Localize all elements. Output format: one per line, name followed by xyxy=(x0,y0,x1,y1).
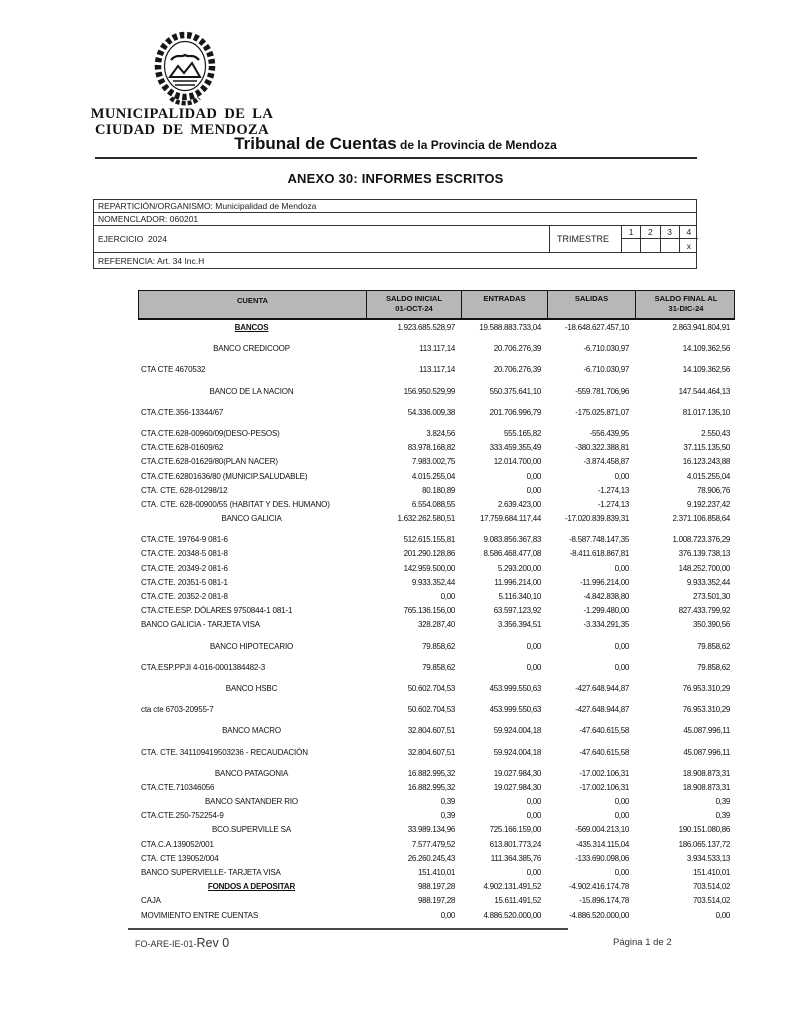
form-code-prefix: FO-ARE-IE-01- xyxy=(135,939,197,949)
account-name: CAJA xyxy=(141,896,161,906)
entradas-value: 20.706.276,39 xyxy=(493,365,541,375)
form-code-rev: Rev 0 xyxy=(196,936,230,950)
saldo-final-value: 79.858,62 xyxy=(697,662,730,672)
account-name: CTA.CTE. 20352-2 081-8 xyxy=(141,592,228,601)
account-name: CTA. CTE 139052/004 xyxy=(141,853,219,863)
header-salidas xyxy=(547,291,635,318)
entradas-value: 725.166.159,00 xyxy=(489,825,541,835)
saldo-inicial-value: 1.923.685.528,97 xyxy=(397,323,455,332)
saldo-final-value: 78.906,76 xyxy=(697,485,730,495)
saldo-inicial-value: 988.197,28 xyxy=(417,882,455,892)
saldo-final-value: 2.550,43 xyxy=(701,428,730,438)
trimestre-mark-q4: x xyxy=(679,239,698,252)
table-body xyxy=(138,320,735,925)
table-row xyxy=(138,705,735,726)
account-name: CTA.CTE.ESP. DÓLARES 9750844-1 081-1 xyxy=(141,606,293,616)
entradas-value: 59.924.004,18 xyxy=(493,747,541,757)
account-name-cell xyxy=(138,840,365,850)
saldo-final-value: 148.252.700,00 xyxy=(678,563,730,573)
account-name: CTA.CTE. 20348-5 081-8 xyxy=(141,549,228,559)
anexo-title: ANEXO 30: INFORMES ESCRITOS xyxy=(287,171,504,186)
entradas-value: 19.027.984,30 xyxy=(493,782,541,792)
footer-divider xyxy=(128,928,568,930)
account-name-cell xyxy=(138,705,365,715)
account-name-cell xyxy=(138,825,365,835)
salidas-value: 0,00 xyxy=(614,563,629,573)
account-name: CTA.CTE.62801636/80 (MUNICIP.SALUDABLE) xyxy=(141,471,308,481)
account-name-cell xyxy=(138,684,365,694)
nomenclador-field: NOMENCLADOR: 060201 xyxy=(94,213,696,226)
saldo-final-value: 376.139.738,13 xyxy=(678,549,730,559)
account-name-cell xyxy=(138,472,365,482)
trimestre-mark-q1 xyxy=(621,239,640,252)
municipal-crest-icon xyxy=(148,30,222,108)
saldo-inicial-value: 0,00 xyxy=(440,592,455,601)
saldo-final-value: 0,39 xyxy=(715,811,730,821)
saldo-final-value: 273.501,30 xyxy=(692,592,730,601)
header-salidas-label: SALIDAS xyxy=(574,294,609,303)
report-title-main: Tribunal de Cuentas xyxy=(234,134,397,153)
account-name-cell xyxy=(138,854,365,864)
entradas-value: 5.293.200,00 xyxy=(497,563,541,573)
saldo-inicial-value: 151.410,01 xyxy=(417,868,455,877)
saldo-final-value: 3.934.533,13 xyxy=(686,853,730,863)
org-line1: MUNICIPALIDAD DE LA xyxy=(90,106,274,122)
account-name-cell xyxy=(138,620,365,630)
saldo-final-value: 45.087.996,11 xyxy=(683,747,730,757)
salidas-value: 0,00 xyxy=(614,641,629,651)
salidas-value: -17.002.106,31 xyxy=(579,782,629,792)
account-name: MOVIMIENTO ENTRE CUENTAS xyxy=(141,910,259,920)
salidas-value: -1.274,13 xyxy=(597,499,629,509)
saldo-final-value: 2.371.106.858,64 xyxy=(672,514,730,524)
account-name: CTA.CTE.628-01629/80(PLAN NACER) xyxy=(141,457,278,467)
account-name: CTA.CTE. 20351-5 081-1 xyxy=(141,577,228,587)
table-row xyxy=(138,748,735,769)
table-row xyxy=(138,911,735,925)
ejercicio-field: EJERCICIO 2024 xyxy=(98,234,167,244)
salidas-value: -8.587.748.147,35 xyxy=(569,535,629,545)
table-row xyxy=(138,684,735,705)
report-title-sub: de la Provincia de Mendoza xyxy=(396,138,557,152)
account-name: CTA.CTE.356-13344/67 xyxy=(141,407,224,417)
table-row xyxy=(138,811,735,825)
table-row xyxy=(138,592,735,606)
table-row xyxy=(138,797,735,811)
account-name: BANCO HIPOTECARIO xyxy=(209,641,294,651)
account-name-cell xyxy=(138,486,365,496)
saldo-inicial-value: 156.950.529,99 xyxy=(403,386,455,396)
account-name-cell xyxy=(138,365,365,375)
salidas-value: 0,00 xyxy=(614,868,629,877)
saldo-inicial-value: 79.858,62 xyxy=(422,641,455,651)
saldo-final-value: 76.953.310,29 xyxy=(682,683,730,693)
table-row xyxy=(138,429,735,443)
salidas-value: -4.886.520.000,00 xyxy=(569,910,629,920)
salidas-value: -17.020.839.839,31 xyxy=(565,514,629,524)
entradas-value: 201.706.996,79 xyxy=(489,407,541,417)
table-row xyxy=(138,564,735,578)
account-name: BCO.SUPERVILLE SA xyxy=(211,825,292,835)
saldo-inicial-value: 201.290.128,86 xyxy=(403,549,455,559)
entradas-value: 453.999.550,63 xyxy=(489,705,541,715)
account-name: CTA CTE 4670532 xyxy=(141,365,206,375)
referencia-field: REFERENCIA: Art. 34 Inc.H xyxy=(98,255,205,266)
table-row xyxy=(138,344,735,365)
entradas-value: 3.356.394,51 xyxy=(497,620,541,630)
entradas-value: 17.759.684.117,44 xyxy=(479,514,541,524)
header-saldo-inicial-l2: 01-OCT-24 xyxy=(395,303,433,313)
table-row xyxy=(138,663,735,684)
report-title xyxy=(0,134,791,154)
saldo-final-value: 2.863.941.804,91 xyxy=(672,323,730,332)
trimestre-mark-q2 xyxy=(640,239,659,252)
saldo-inicial-value: 80.180,89 xyxy=(422,485,455,495)
form-code xyxy=(135,934,229,952)
account-name-cell xyxy=(138,443,365,453)
entradas-value: 19.588.883.733,04 xyxy=(479,323,541,332)
table-row xyxy=(138,457,735,471)
header-entradas-label: ENTRADAS xyxy=(483,294,526,303)
table-row xyxy=(138,443,735,457)
entradas-value: 0,00 xyxy=(526,868,541,877)
salidas-value: -380.322.388,81 xyxy=(575,443,629,453)
entradas-value: 0,00 xyxy=(526,811,541,821)
trimestre-q3: 3 xyxy=(660,226,679,239)
table-row xyxy=(138,500,735,514)
salidas-value: -11.996.214,00 xyxy=(579,577,629,587)
saldo-inicial-value: 1.632.262.580,51 xyxy=(397,514,455,524)
ejercicio-trimestre-row xyxy=(94,226,696,253)
account-name-cell xyxy=(138,811,365,821)
entradas-value: 63.597.123,92 xyxy=(493,606,541,616)
account-name: cta cte 6703-20955-7 xyxy=(141,705,214,715)
title-divider xyxy=(95,157,697,159)
table-row xyxy=(138,323,735,344)
account-name-cell xyxy=(138,564,365,574)
account-name: CTA.CTE.628-00960/09(DESO-PESOS) xyxy=(141,428,280,438)
header-cuenta-label: CUENTA xyxy=(236,296,269,305)
table-row xyxy=(138,726,735,747)
saldo-final-value: 703.514,02 xyxy=(692,882,730,892)
entradas-value: 0,00 xyxy=(526,797,541,807)
salidas-value: -569.004.213,10 xyxy=(575,825,629,835)
trimestre-q1: 1 xyxy=(621,226,640,239)
saldo-final-value: 350.390,56 xyxy=(692,620,730,630)
saldo-inicial-value: 765.136.156,00 xyxy=(403,606,455,616)
account-name: CTA.CTE. 20349-2 081-6 xyxy=(141,563,228,573)
saldo-final-value: 4.015.255,04 xyxy=(686,471,730,481)
account-name: CTA. CTE. 628-00900/55 (HABITAT Y DES. HUMANO) xyxy=(141,499,330,509)
saldo-final-value: 186.065.137,72 xyxy=(678,839,730,849)
saldo-final-value: 0,00 xyxy=(715,910,730,920)
salidas-value: -175.025.871,07 xyxy=(575,407,629,417)
entradas-value: 2.639.423,00 xyxy=(497,499,541,509)
trimestre-label: TRIMESTRE xyxy=(549,226,621,252)
salidas-value: -427.648.944,87 xyxy=(575,705,629,715)
account-name-cell xyxy=(138,797,365,807)
table-row xyxy=(138,578,735,592)
saldo-final-value: 16.123.243,88 xyxy=(682,457,730,467)
account-name: BANCO GALICIA xyxy=(221,514,282,524)
account-name: BANCO GALICIA - TARJETA VISA xyxy=(141,620,260,630)
salidas-value: -6.710.030,97 xyxy=(583,344,629,354)
salidas-value: -427.648.944,87 xyxy=(575,683,629,693)
salidas-value: 0,00 xyxy=(614,471,629,481)
account-name-cell xyxy=(138,769,365,779)
page-number: Página 1 de 2 xyxy=(613,937,672,948)
org-line2: CIUDAD DE MENDOZA xyxy=(95,122,269,138)
account-name-cell xyxy=(138,429,365,439)
account-name: CTA.C.A.139052/001 xyxy=(141,839,214,849)
salidas-value: 0,00 xyxy=(614,662,629,672)
account-name-cell xyxy=(138,642,365,652)
account-name-cell xyxy=(138,500,365,510)
salidas-value: -4.902.416.174,78 xyxy=(569,882,629,892)
account-name-cell xyxy=(138,663,365,673)
saldo-final-value: 14.109.362,56 xyxy=(682,365,730,375)
entradas-value: 20.706.276,39 xyxy=(493,344,541,354)
account-name: FONDOS A DEPOSITAR xyxy=(207,882,296,892)
table-row xyxy=(138,854,735,868)
account-name-cell xyxy=(138,323,365,333)
trimestre-mark-q3 xyxy=(660,239,679,252)
table-row xyxy=(138,769,735,783)
salidas-value: -1.299.480,00 xyxy=(583,606,629,616)
salidas-value: -1.274,13 xyxy=(597,485,629,495)
account-name: CTA. CTE. 341109419503236 - RECAUDACIÓN xyxy=(141,747,308,757)
saldo-final-value: 18.908.873,31 xyxy=(682,782,730,792)
trimestre-q2: 2 xyxy=(640,226,659,239)
header-saldo-inicial-l1: SALDO INICIAL xyxy=(385,294,443,303)
entradas-value: 453.999.550,63 xyxy=(489,683,541,693)
saldo-final-value: 190.151.080,86 xyxy=(678,825,730,835)
entradas-value: 550.375.641,10 xyxy=(489,386,541,396)
saldo-inicial-value: 16.882.995,32 xyxy=(407,768,455,778)
account-name-cell xyxy=(138,387,365,397)
account-name: BANCO PATAGONIA xyxy=(214,768,289,778)
saldo-inicial-value: 0,39 xyxy=(440,797,455,807)
account-name: CTA.CTE.628-01609/62 xyxy=(141,443,224,453)
salidas-value: 0,00 xyxy=(614,811,629,821)
entradas-value: 333.459.355,49 xyxy=(489,443,541,453)
salidas-value: -556.439,95 xyxy=(589,428,629,438)
saldo-final-value: 76.953.310,29 xyxy=(682,705,730,715)
salidas-value: -3.874.458,87 xyxy=(583,457,629,467)
account-name: BANCO CREDICOOP xyxy=(213,344,290,354)
saldo-final-value: 703.514,02 xyxy=(692,896,730,906)
table-row xyxy=(138,620,735,641)
entradas-value: 12.014.700,00 xyxy=(493,457,541,467)
account-name: BANCOS xyxy=(234,323,269,332)
account-name: BANCO SUPERVIELLE- TARJETA VISA xyxy=(141,868,281,877)
account-name-cell xyxy=(138,592,365,602)
entradas-value: 59.924.004,18 xyxy=(493,726,541,736)
entradas-value: 613.801.773,24 xyxy=(489,839,541,849)
saldo-inicial-value: 512.615.155,81 xyxy=(403,535,455,545)
table-row xyxy=(138,387,735,408)
table-row xyxy=(138,549,735,563)
account-name: CTA.CTE.250-752254-9 xyxy=(141,811,224,821)
header-saldo-final xyxy=(635,291,736,318)
entradas-value: 111.364.385,76 xyxy=(490,853,541,863)
saldo-final-value: 18.908.873,31 xyxy=(682,768,730,778)
entradas-value: 5.116.340,10 xyxy=(498,592,541,601)
account-name: CTA.CTE.710346056 xyxy=(141,782,215,792)
entradas-value: 11.996.214,00 xyxy=(494,577,541,587)
saldo-inicial-value: 50.602.704,53 xyxy=(407,705,455,715)
saldo-inicial-value: 7.577.479,52 xyxy=(411,839,455,849)
saldo-inicial-value: 988.197,28 xyxy=(417,896,455,906)
account-name-cell xyxy=(138,726,365,736)
account-name-cell xyxy=(138,408,365,418)
saldo-inicial-value: 328.287,40 xyxy=(417,620,455,630)
reparticion-field: REPARTICIÓN/ORGANISMO: Municipalidad de Mendoza xyxy=(94,200,696,213)
entradas-value: 15.611.491,52 xyxy=(494,896,541,906)
saldo-inicial-value: 32.804.607,51 xyxy=(407,726,455,736)
table-row xyxy=(138,365,735,386)
salidas-value: -17.002.106,31 xyxy=(579,768,629,778)
saldo-inicial-value: 0,00 xyxy=(440,910,455,920)
saldo-final-value: 151.410,01 xyxy=(692,868,730,877)
saldo-final-value: 14.109.362,56 xyxy=(682,344,730,354)
saldo-final-value: 37.115.135,50 xyxy=(683,443,730,453)
saldo-final-value: 45.087.996,11 xyxy=(683,726,730,736)
salidas-value: -6.710.030,97 xyxy=(583,365,629,375)
table-row xyxy=(138,514,735,535)
saldo-inicial-value: 26.260.245,43 xyxy=(407,853,455,863)
saldo-inicial-value: 6.554.088,55 xyxy=(411,499,455,509)
account-name-cell xyxy=(138,514,365,524)
table-row xyxy=(138,535,735,549)
saldo-final-value: 147.544.464,13 xyxy=(678,386,730,396)
header-saldo-inicial xyxy=(366,291,461,318)
entradas-value: 19.027.984,30 xyxy=(493,768,541,778)
account-name: CTA.ESP.PPJI 4-016-0001384482-3 xyxy=(141,662,266,672)
saldo-inicial-value: 113.117,14 xyxy=(419,344,455,354)
entradas-value: 0,00 xyxy=(526,485,541,495)
report-info-box xyxy=(93,199,697,269)
salidas-value: -4.842.838,80 xyxy=(583,592,629,601)
entradas-value: 0,00 xyxy=(526,641,541,651)
account-name: CTA. CTE. 628-01298/12 xyxy=(141,485,228,495)
saldo-inicial-value: 33.989.134,96 xyxy=(407,825,455,835)
account-name-cell xyxy=(138,457,365,467)
account-name-cell xyxy=(138,868,365,878)
saldo-final-value: 9.192.237,42 xyxy=(686,499,730,509)
saldo-final-value: 81.017.135,10 xyxy=(682,407,730,417)
header-saldo-final-l2: 31-DIC-24 xyxy=(668,303,704,313)
table-row xyxy=(138,783,735,797)
saldo-inicial-value: 113.117,14 xyxy=(419,365,455,375)
saldo-final-value: 827.433.799,92 xyxy=(678,606,730,616)
entradas-value: 555.165,82 xyxy=(503,428,541,438)
table-row xyxy=(138,882,735,896)
header-entradas xyxy=(461,291,547,318)
header-saldo-final-l1: SALDO FINAL AL xyxy=(654,294,718,303)
salidas-value: -15.896.174,78 xyxy=(579,896,629,906)
saldo-inicial-value: 9.933.352,44 xyxy=(411,577,455,587)
saldo-inicial-value: 4.015.255,04 xyxy=(411,471,455,481)
account-name-cell xyxy=(138,344,365,354)
header-cuenta xyxy=(139,291,366,318)
account-name-cell xyxy=(138,783,365,793)
saldo-final-value: 1.008.723.376,29 xyxy=(672,535,730,545)
entradas-value: 0,00 xyxy=(526,471,541,481)
account-name-cell xyxy=(138,535,365,545)
table-row xyxy=(138,642,735,663)
table-header xyxy=(138,290,735,320)
account-name-cell xyxy=(138,578,365,588)
table-row xyxy=(138,840,735,854)
table-row xyxy=(138,486,735,500)
salidas-value: -47.640.615,58 xyxy=(579,726,629,736)
salidas-value: -133.690.098,06 xyxy=(575,853,629,863)
saldo-final-value: 79.858,62 xyxy=(697,641,730,651)
account-name: BANCO DE LA NACION xyxy=(209,386,294,396)
salidas-value: -47.640.615,58 xyxy=(579,747,629,757)
entradas-value: 9.083.856.367,83 xyxy=(483,535,541,545)
account-name: BANCO HSBC xyxy=(225,683,278,693)
saldo-inicial-value: 142.959.500,00 xyxy=(403,563,455,573)
account-name-cell xyxy=(138,882,365,892)
saldo-inicial-value: 7.983.002,75 xyxy=(411,457,455,467)
entradas-value: 0,00 xyxy=(526,662,541,672)
account-name: CTA.CTE. 19764-9 081-6 xyxy=(141,535,228,545)
saldo-inicial-value: 0,39 xyxy=(440,811,455,821)
saldo-inicial-value: 54.336.009,38 xyxy=(407,407,455,417)
trimestre-grid xyxy=(621,226,698,252)
account-name-cell xyxy=(138,896,365,906)
saldo-final-value: 0,39 xyxy=(715,797,730,807)
saldo-inicial-value: 79.858,62 xyxy=(422,662,455,672)
saldo-inicial-value: 32.804.607,51 xyxy=(407,747,455,757)
account-name: BANCO SANTANDER RIO xyxy=(204,797,298,807)
salidas-value: 0,00 xyxy=(614,797,629,807)
entradas-value: 4.886.520.000,00 xyxy=(483,910,541,920)
salidas-value: -8.411.618.867,81 xyxy=(569,549,629,559)
salidas-value: -3.334.291,35 xyxy=(583,620,629,630)
table-row xyxy=(138,825,735,839)
table-row xyxy=(138,606,735,620)
saldo-inicial-value: 83.978.168,82 xyxy=(407,443,455,453)
saldo-inicial-value: 3.824,56 xyxy=(426,428,455,438)
salidas-value: -559.781.706,96 xyxy=(575,386,629,396)
saldo-inicial-value: 16.882.995,32 xyxy=(407,782,455,792)
salidas-value: -18.648.627.457,10 xyxy=(565,323,629,332)
account-name-cell xyxy=(138,606,365,616)
table-row xyxy=(138,408,735,429)
accounts-table xyxy=(138,290,735,925)
trimestre-q4: 4 xyxy=(679,226,698,239)
account-name-cell xyxy=(138,549,365,559)
saldo-final-value: 9.933.352,44 xyxy=(686,577,730,587)
salidas-value: -435.314.115,04 xyxy=(575,839,629,849)
table-row xyxy=(138,472,735,486)
account-name-cell xyxy=(138,911,365,921)
saldo-inicial-value: 50.602.704,53 xyxy=(407,683,455,693)
entradas-value: 4.902.131.491,52 xyxy=(483,882,541,892)
account-name-cell xyxy=(138,748,365,758)
table-row xyxy=(138,896,735,910)
account-name: BANCO MACRO xyxy=(222,726,281,736)
table-row xyxy=(138,868,735,882)
entradas-value: 8.586.468.477,08 xyxy=(483,549,541,559)
